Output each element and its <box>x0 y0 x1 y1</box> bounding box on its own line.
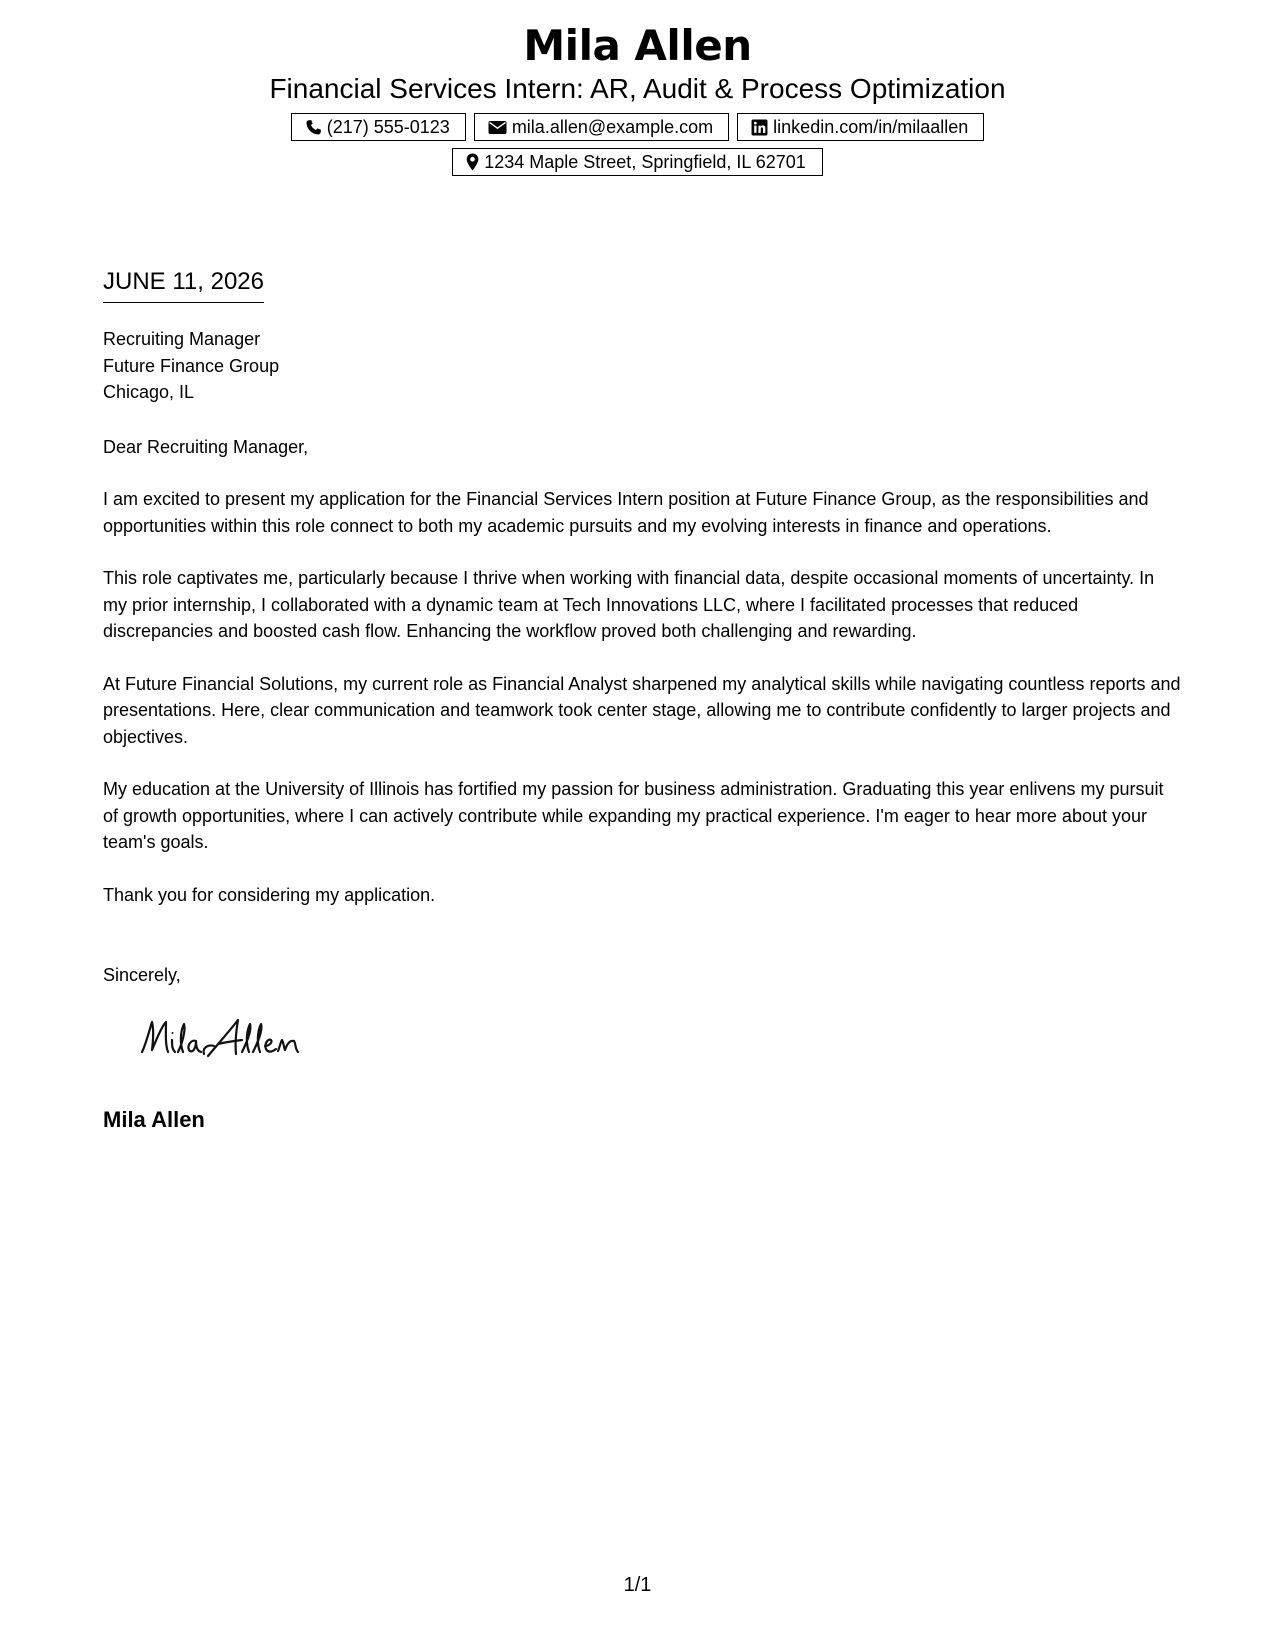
greeting: Dear Recruiting Manager, <box>103 436 309 457</box>
signature-graphic <box>138 1014 328 1064</box>
paragraph-education: My education at the University of Illinois has fortified my passion for business administration. Graduating this year enlivens my pursuit of growth opportunities, where I can actively contribute while expanding my practical experience. I'm eager to hear more about your team's goals. <box>103 779 1164 852</box>
map-marker-icon <box>466 153 479 171</box>
email-contact[interactable] <box>474 113 729 141</box>
applicant-name: Mila Allen <box>523 21 752 70</box>
email-text: mila.allen@example.com <box>511 117 714 137</box>
address-text: 1234 Maple Street, Springfield, IL 62701 <box>484 152 806 172</box>
closing: Sincerely, <box>103 965 181 985</box>
paragraph-intro: I am excited to present my application for the Financial Services Intern position at Future Finance Group, as the responsibilities and opportunities within this role connect to both my academic pursuits and my evolving interests in finance and operations. <box>103 489 1149 536</box>
paragraph-thanks: Thank you for considering my application. <box>103 884 436 905</box>
page-number: 1/1 <box>623 1574 652 1596</box>
address-contact[interactable] <box>452 148 823 176</box>
letter-body <box>103 326 1183 908</box>
recipient-location: Chicago, IL <box>103 382 195 402</box>
envelope-icon <box>488 120 507 135</box>
recipient-company: Future Finance Group <box>103 355 280 376</box>
letter-date-block <box>103 266 264 303</box>
phone-icon <box>305 119 322 136</box>
handwritten-signature <box>138 1014 328 1069</box>
recipient-block <box>103 326 1183 406</box>
letter-date: JUNE 11, 2026 <box>103 266 264 303</box>
applicant-headline: Financial Services Intern: AR, Audit & Process Optimization <box>269 73 1006 104</box>
linkedin-icon <box>751 119 768 136</box>
phone-contact[interactable] <box>291 113 466 141</box>
phone-text: (217) 555-0123 <box>326 117 450 137</box>
paragraph-experience: This role captivates me, particularly because I thrive when working with financial data, despite occasional moments of uncertainty. In my prior internship, I collaborated with a dynamic team at Tech Innovations LLC, where I facilitated processes that reduced discrepancies and boosted cash flow. Enhancing the workflow proved both challenging and rewarding. <box>103 568 1155 641</box>
letter-header <box>0 20 1275 176</box>
contact-row <box>0 113 1275 141</box>
recipient-title: Recruiting Manager <box>103 329 261 349</box>
linkedin-text: linkedin.com/in/milaallen <box>773 117 969 137</box>
linkedin-contact[interactable] <box>737 113 984 141</box>
signer-name: Mila Allen <box>103 1107 205 1132</box>
address-row <box>0 148 1275 176</box>
paragraph-current-role: At Future Financial Solutions, my current role as Financial Analyst sharpened my analytical skills while navigating countless reports and presentations. Here, clear communication and teamwork took center stage, allowing me to contribute confidently to larger projects and objectives. <box>103 673 1181 747</box>
